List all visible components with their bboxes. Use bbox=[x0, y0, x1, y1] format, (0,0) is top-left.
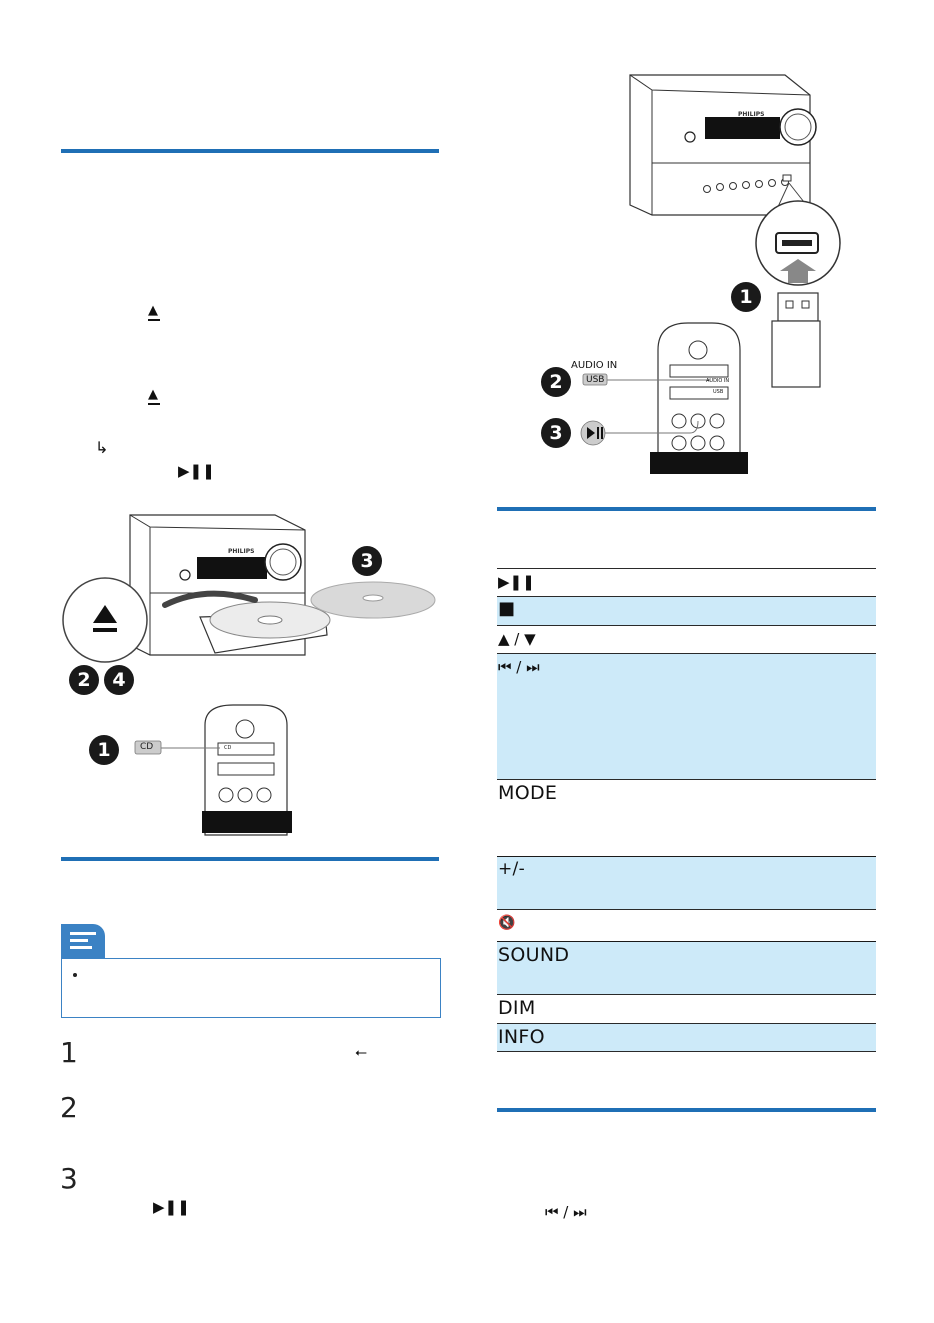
device-brand: PHILIPS bbox=[738, 111, 765, 118]
callout-2: 2 bbox=[69, 665, 99, 695]
table-row bbox=[497, 779, 876, 857]
callout-2: 2 bbox=[541, 367, 571, 397]
table-row bbox=[497, 1023, 876, 1052]
callout-4: 4 bbox=[104, 665, 134, 695]
remote-usb-label: USB bbox=[713, 389, 724, 395]
mode-key: MODE bbox=[498, 782, 558, 804]
step-number-2: 2 bbox=[60, 1091, 78, 1124]
up-down-key-icon: ▲ / ▼ bbox=[498, 630, 536, 648]
table-row bbox=[497, 856, 876, 910]
eject-icon: ▲ bbox=[148, 303, 158, 318]
remote-audio-in-label: AUDIO IN bbox=[706, 378, 730, 384]
table-bottom-border bbox=[497, 1051, 876, 1052]
mute-key-icon: 🔇 bbox=[498, 915, 516, 931]
dim-key: DIM bbox=[498, 997, 536, 1019]
volume-key: +/- bbox=[498, 859, 526, 879]
callout-3: 3 bbox=[352, 546, 382, 576]
table-row bbox=[497, 625, 876, 654]
table-row bbox=[497, 941, 876, 995]
remote-cd-label: CD bbox=[224, 745, 232, 751]
usb-label: USB bbox=[586, 375, 605, 385]
callout-1: 1 bbox=[731, 282, 761, 312]
play-pause-icon: ▶❚❚ bbox=[153, 1198, 190, 1216]
play-pause-icon: ▶❚❚ bbox=[178, 462, 215, 480]
cd-button-label: CD bbox=[140, 742, 154, 752]
result-arrow-icon: ↳ bbox=[95, 438, 109, 457]
step-number-1: 1 bbox=[60, 1036, 78, 1069]
eject-underline bbox=[148, 403, 160, 405]
table-row bbox=[497, 653, 876, 780]
step-number-3: 3 bbox=[60, 1162, 78, 1195]
table-row bbox=[497, 909, 876, 942]
callout-3: 3 bbox=[541, 418, 571, 448]
stop-key-icon: ■ bbox=[498, 598, 516, 619]
play-pause-key-icon: ▶❚❚ bbox=[498, 573, 535, 591]
sound-key: SOUND bbox=[498, 944, 570, 966]
note-icon bbox=[70, 932, 96, 949]
note-bullet bbox=[73, 973, 77, 977]
section-rule-3 bbox=[497, 507, 876, 511]
eject-icon: ▲ bbox=[148, 387, 158, 402]
table-row bbox=[497, 568, 876, 597]
prev-next-icon: ⏮ / ⏭ bbox=[545, 1203, 587, 1221]
note-tab bbox=[61, 924, 105, 958]
device-brand: PHILIPS bbox=[228, 548, 255, 555]
section-rule-1 bbox=[61, 149, 439, 153]
remote-key-table bbox=[497, 568, 876, 1052]
info-key: INFO bbox=[498, 1026, 545, 1048]
section-rule-4 bbox=[497, 1108, 876, 1112]
prev-next-key-icon: ⏮ / ⏭ bbox=[498, 658, 540, 676]
callout-1: 1 bbox=[89, 735, 119, 765]
table-row bbox=[497, 596, 876, 626]
note-box bbox=[61, 958, 441, 1018]
usb-connect-figure bbox=[540, 65, 880, 475]
section-rule-2 bbox=[61, 857, 439, 861]
eject-underline bbox=[148, 319, 160, 321]
audio-in-label: AUDIO IN bbox=[571, 360, 618, 371]
table-row bbox=[497, 994, 876, 1024]
usb-icon: ⭠ bbox=[355, 1043, 368, 1061]
